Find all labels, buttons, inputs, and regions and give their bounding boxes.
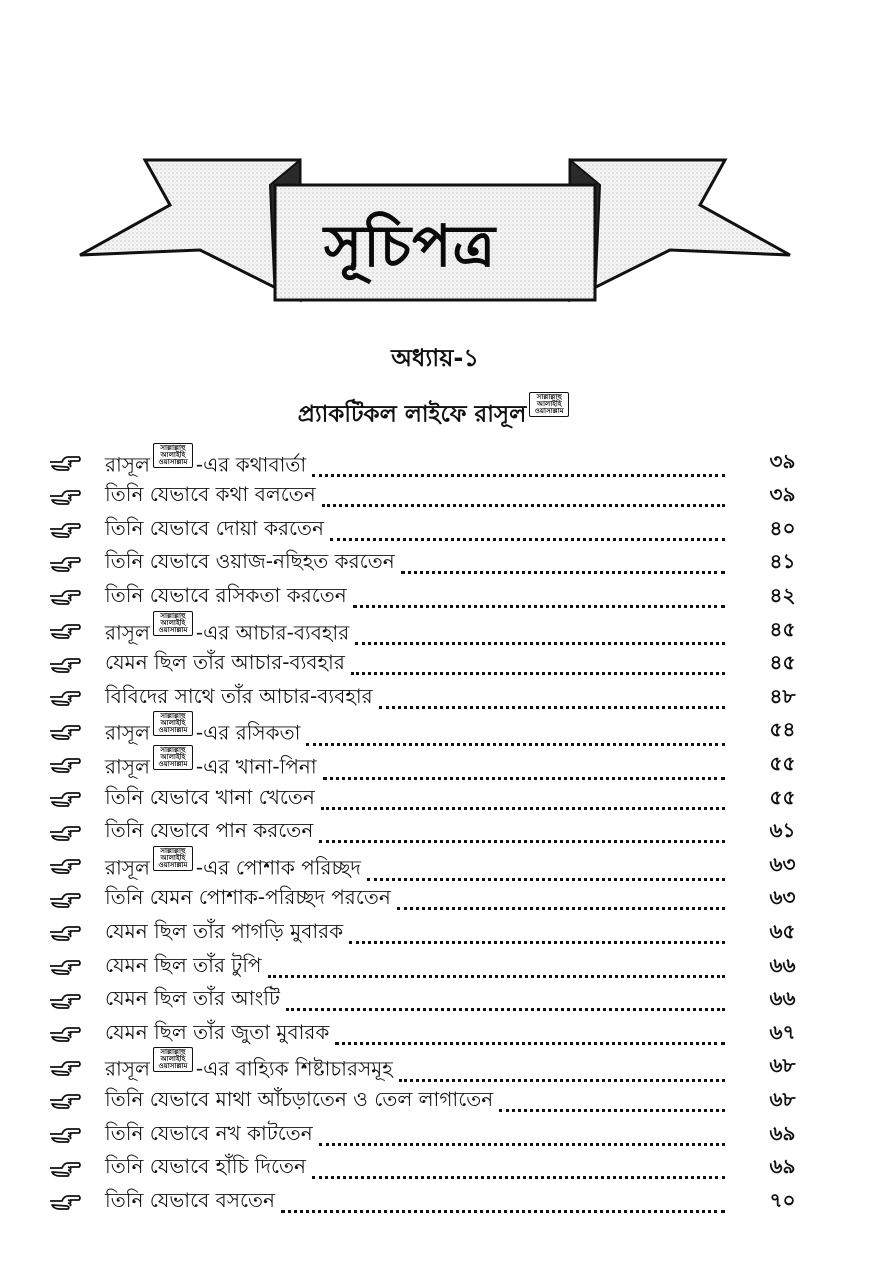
toc-page-number: ৭০ — [769, 1187, 796, 1212]
toc-row — [0, 883, 870, 917]
toc-entry — [105, 846, 725, 887]
toc-row — [0, 547, 870, 581]
toc-entry-text: তিনি যেভাবে রসিকতা করতেন — [105, 582, 347, 607]
toc-row — [0, 846, 870, 883]
toc-page-number: ৫৫ — [769, 784, 796, 809]
toc-page-number: ৬৫ — [769, 918, 796, 943]
toc-entry — [105, 682, 725, 715]
dot-leader — [323, 777, 725, 780]
toc-entry-text: -এর বাহ্যিক শিষ্টাচারসমূহ — [195, 1057, 393, 1082]
toc-page-number: ৬৬ — [769, 986, 796, 1011]
toc-page-number: ৪২ — [769, 582, 796, 607]
toc-entry-title — [105, 1018, 329, 1051]
dot-leader — [268, 975, 726, 978]
dot-leader — [335, 1042, 725, 1045]
pointing-hand-icon — [48, 823, 82, 843]
pointing-hand-icon — [48, 453, 82, 473]
toc-entry-title — [105, 1047, 393, 1088]
dot-leader — [312, 1176, 725, 1179]
honorific-seal: সাল্লাল্লাহু আলাইহি ওয়াসাল্লাম — [153, 846, 193, 871]
dot-leader — [319, 840, 725, 843]
toc-entry — [105, 1119, 725, 1152]
toc-entry-text: তিনি যেভাবে নখ কাটতেন — [105, 1120, 313, 1145]
toc-row — [0, 782, 870, 816]
toc-page-number: ৪৫ — [769, 650, 796, 675]
honorific-seal: সাল্লাল্লাহু আলাইহি ওয়াসাল্লাম — [153, 611, 193, 636]
toc-page-number: ৬৬ — [769, 952, 796, 977]
toc-entry — [105, 480, 725, 513]
toc-entry-text: তিনি যেভাবে ওয়াজ-নছিহত করতেন — [105, 549, 395, 574]
toc-row — [0, 984, 870, 1018]
toc-row — [0, 681, 870, 715]
toc-page-number: ৬৩ — [769, 851, 796, 876]
toc-entry-title — [105, 682, 373, 715]
toc-page-number: ৬৯ — [769, 1120, 796, 1145]
pointing-hand-icon — [48, 755, 82, 775]
toc-entry — [105, 1152, 725, 1185]
toc-entry-text: যেমন ছিল তাঁর জুতা মুবারক — [105, 1019, 330, 1044]
chapter-subtitle-text: প্র্যাকটিকল লাইফে রাসূল — [297, 401, 527, 428]
honorific-seal: সাল্লাল্লাহু আলাইহি ওয়াসাল্লাম — [153, 745, 193, 770]
toc-entry-text: -এর কথাবার্তা — [195, 452, 307, 477]
chapter-label: অধ্যায়-১ — [391, 344, 479, 372]
toc-entry-title — [105, 1152, 306, 1185]
honorific-seal: সাল্লাল্লাহু আলাইহি ওয়াসাল্লাম — [529, 392, 569, 417]
toc-entry-text: তিনি যেভাবে মাথা আঁচড়াতেন ও তেল লাগাতেন — [105, 1086, 494, 1111]
toc-page-number: ৩৯ — [769, 448, 796, 473]
toc-entry-prefix: রাসূল — [105, 754, 150, 779]
pointing-hand-icon — [48, 587, 82, 607]
toc-row — [0, 816, 870, 850]
toc-entry — [105, 547, 725, 580]
dot-leader — [355, 642, 725, 645]
toc-entry-title — [105, 745, 317, 786]
dot-leader — [281, 1210, 725, 1213]
toc-entry-text: -এর আচার-ব্যবহার — [195, 620, 350, 645]
toc-entry — [105, 883, 725, 916]
pointing-hand-icon — [48, 554, 82, 574]
pointing-hand-icon — [48, 789, 82, 809]
toc-row — [0, 712, 870, 749]
toc-entry-prefix: রাসূল — [105, 1057, 150, 1082]
toc-page-number: ৫৪ — [769, 717, 796, 742]
toc-entry-title — [105, 917, 343, 950]
pointing-hand-icon — [48, 1024, 82, 1044]
honorific-seal: সাল্লাল্লাহু আলাইহি ওয়াসাল্লাম — [153, 443, 193, 468]
pointing-hand-icon — [48, 487, 82, 507]
toc-entry-title — [105, 480, 316, 513]
toc-entry — [105, 1186, 725, 1219]
toc-row — [0, 1084, 870, 1118]
toc-entry-text: তিনি যেভাবে দোয়া করতেন — [105, 515, 324, 540]
toc-row — [0, 1152, 870, 1186]
toc-entry — [105, 917, 725, 950]
dot-leader — [353, 605, 725, 608]
toc-entry-text: যেমন ছিল তাঁর টুপি — [105, 952, 262, 977]
toc-entry-text: তিনি যেভাবে খানা খেতেন — [105, 784, 315, 809]
toc-entry-title — [105, 816, 313, 849]
toc-entry — [105, 816, 725, 849]
toc-entry-text: যেমন ছিল তাঁর পাগড়ি মুবারক — [105, 918, 344, 943]
dot-leader — [286, 1008, 725, 1011]
toc-entry — [105, 984, 725, 1017]
toc-entry-prefix: রাসূল — [105, 452, 150, 477]
toc-row — [0, 648, 870, 682]
toc-entry-prefix: রাসূল — [105, 721, 150, 746]
toc-entry — [105, 745, 725, 786]
toc-entry-text: যেমন ছিল তাঁর আচার-ব্যবহার — [105, 650, 345, 675]
toc-page-number: ৫৫ — [769, 750, 796, 775]
page-title: সূচিপত্র — [323, 211, 497, 280]
toc-page-number: ৬৮ — [769, 1086, 796, 1111]
toc-entry-text: -এর পোশাক পরিচ্ছদ — [195, 855, 361, 880]
pointing-hand-icon — [48, 1091, 82, 1111]
toc-entry-text: তিনি যেমন পোশাক-পরিচ্ছদ পরতেন — [105, 885, 391, 910]
toc-entry — [105, 1085, 725, 1118]
toc-entry-text: -এর খানা-পিনা — [195, 754, 317, 779]
toc-entry-title — [105, 547, 395, 580]
dot-leader — [499, 1109, 725, 1112]
toc-entry-title — [105, 581, 347, 614]
dot-leader — [401, 571, 725, 574]
toc-entry-text: তিনি যেভাবে কথা বলতেন — [105, 482, 316, 507]
toc-page-number: ৬৭ — [769, 1019, 796, 1044]
toc-page-number: ৪৫ — [769, 616, 796, 641]
honorific-seal: সাল্লাল্লাহু আলাইহি ওয়াসাল্লাম — [153, 711, 193, 736]
toc-entry-text: তিনি যেভাবে হাঁচি দিতেন — [105, 1154, 306, 1179]
dot-leader — [330, 538, 725, 541]
toc-entry-title — [105, 648, 345, 681]
toc-row — [0, 513, 870, 547]
toc-page-number: ৬১ — [769, 818, 796, 843]
dot-leader — [367, 878, 725, 881]
toc-entry-text: -এর রসিকতা — [195, 721, 301, 746]
toc-row — [0, 1185, 870, 1219]
ribbon-left-tail — [80, 160, 300, 300]
toc-page-number: ৬৩ — [769, 885, 796, 910]
dot-leader — [351, 672, 725, 675]
pointing-hand-icon — [48, 655, 82, 675]
toc-row — [0, 443, 870, 480]
toc-row — [0, 950, 870, 984]
pointing-hand-icon — [48, 923, 82, 943]
pointing-hand-icon — [48, 957, 82, 977]
pointing-hand-icon — [48, 1058, 82, 1078]
toc-entry-text: বিবিদের সাথে তাঁর আচার-ব্যবহার — [105, 683, 373, 708]
toc-entry — [105, 581, 725, 614]
toc-row — [0, 1048, 870, 1085]
toc-entry-title — [105, 1186, 275, 1219]
honorific-seal: সাল্লাল্লাহু আলাইহি ওয়াসাল্লাম — [153, 1047, 193, 1072]
toc-entry — [105, 611, 725, 652]
pointing-hand-icon — [48, 991, 82, 1011]
pointing-hand-icon — [48, 621, 82, 641]
dot-leader — [379, 706, 725, 709]
toc-entry — [105, 443, 725, 484]
pointing-hand-icon — [48, 688, 82, 708]
toc-page-number: ৪০ — [769, 515, 796, 540]
dot-leader — [399, 1079, 725, 1082]
dot-leader — [321, 807, 725, 810]
toc-entry-title — [105, 846, 361, 887]
toc-entry-title — [105, 1085, 493, 1118]
pointing-hand-icon — [48, 856, 82, 876]
pointing-hand-icon — [48, 1125, 82, 1145]
toc-entry-text: তিনি যেভাবে বসতেন — [105, 1187, 275, 1212]
toc-row — [0, 580, 870, 614]
toc-entry-text: তিনি যেভাবে পান করতেন — [105, 818, 314, 843]
toc-entry-prefix: রাসূল — [105, 855, 150, 880]
dot-leader — [349, 941, 725, 944]
dot-leader — [322, 504, 725, 507]
toc-entry-title — [105, 883, 391, 916]
toc-entry-title — [105, 984, 280, 1017]
toc-page-number: ৬৯ — [769, 1154, 796, 1179]
toc-entry-prefix: রাসূল — [105, 620, 150, 645]
toc-entry-text: যেমন ছিল তাঁর আংটি — [105, 986, 280, 1011]
toc-page-number: ৩৯ — [769, 482, 796, 507]
toc-entry — [105, 648, 725, 681]
chapter-subtitle — [0, 392, 870, 435]
pointing-hand-icon — [48, 722, 82, 742]
toc-entry-title — [105, 1119, 313, 1152]
toc-entry — [105, 514, 725, 547]
ribbon-right-tail — [570, 160, 790, 300]
toc-entry-title — [105, 951, 262, 984]
pointing-hand-icon — [48, 890, 82, 910]
toc-page-number: ৪১ — [769, 549, 796, 574]
toc-row — [0, 1118, 870, 1152]
dot-leader — [319, 1143, 725, 1146]
toc-entry-title — [105, 514, 324, 547]
toc-row — [0, 1017, 870, 1051]
pointing-hand-icon — [48, 1159, 82, 1179]
toc-row — [0, 480, 870, 514]
toc-entry — [105, 783, 725, 816]
toc-row — [0, 748, 870, 782]
toc-entry — [105, 951, 725, 984]
toc-page-number: ৪৮ — [769, 683, 796, 708]
toc-entry-title — [105, 611, 349, 652]
pointing-hand-icon — [48, 520, 82, 540]
toc-entry — [105, 1047, 725, 1088]
toc-page-number: ৬৮ — [769, 1053, 796, 1078]
toc-entry — [105, 1018, 725, 1051]
toc-row — [0, 916, 870, 950]
toc-entry-title — [105, 783, 315, 816]
dot-leader — [397, 907, 725, 910]
toc-entry-title — [105, 443, 306, 484]
pointing-hand-icon — [48, 1192, 82, 1212]
toc-row — [0, 611, 870, 648]
dot-leader — [312, 474, 725, 477]
